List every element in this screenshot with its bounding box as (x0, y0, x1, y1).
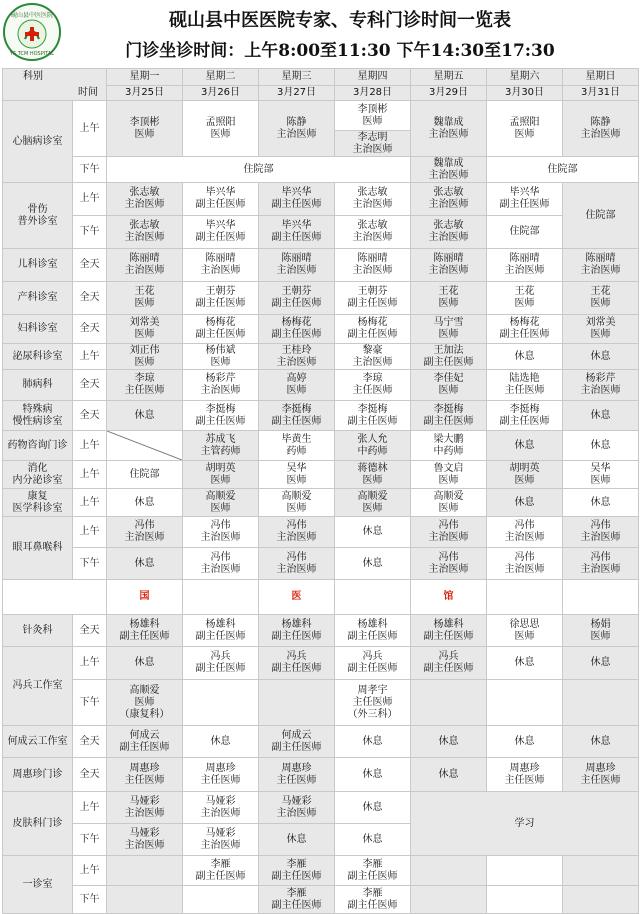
day-header: 星期二 (183, 69, 259, 86)
schedule-cell: 杨伟斌 医师 (183, 344, 259, 370)
dept-zhouhui: 周惠珍门诊 (3, 758, 73, 792)
schedule-cell: 休息 (563, 489, 639, 517)
period-pm: 下午 (73, 157, 107, 183)
schedule-cell: 陈丽晴 主治医师 (183, 249, 259, 282)
schedule-cell: 王花 医师 (411, 282, 487, 315)
schedule-cell: 杨梅花 副主任医师 (183, 315, 259, 344)
schedule-cell: 周惠珍 主任医师 (107, 758, 183, 792)
schedule-cell-empty (411, 856, 487, 886)
schedule-cell: 高婷 医师 (259, 370, 335, 401)
schedule-cell-empty (183, 886, 259, 914)
schedule-cell-inpatient: 住院部 (107, 157, 411, 183)
schedule-table (2, 68, 639, 914)
date-header: 3月26日 (183, 86, 259, 101)
time-label: 时间 (78, 86, 98, 98)
schedule-cell: 李佳妃 医师 (411, 370, 487, 401)
schedule-cell: 休息 (335, 792, 411, 824)
schedule-cell: 吴华 医师 (259, 461, 335, 489)
schedule-cell: 休息 (335, 517, 411, 548)
schedule-cell: 周惠珍 主任医师 (563, 758, 639, 792)
dept-gushang: 骨伤 普外诊室 (3, 183, 73, 249)
schedule-cell: 高顺爱 医师 (183, 489, 259, 517)
dept-fuke: 妇科诊室 (3, 315, 73, 344)
period-am: 上午 (73, 792, 107, 824)
schedule-cell: 王花 医师 (487, 282, 563, 315)
schedule-cell-empty (259, 680, 335, 726)
schedule-cell: 休息 (335, 824, 411, 856)
day-header: 星期三 (259, 69, 335, 86)
date-header: 3月28日 (335, 86, 411, 101)
svg-text:YS TCM HOSPITAL: YS TCM HOSPITAL (9, 51, 55, 57)
date-header: 3月27日 (259, 86, 335, 101)
schedule-cell: 杨梅花 副主任医师 (259, 315, 335, 344)
schedule-cell: 王朝芬 副主任医师 (259, 282, 335, 315)
schedule-cell: 杨雄科 副主任医师 (259, 615, 335, 647)
dept-erke: 儿科诊室 (3, 249, 73, 282)
schedule-cell: 休息 (107, 647, 183, 680)
dept-pifu: 皮肤科门诊 (3, 792, 73, 856)
schedule-cell: 高顺爱 医师 (335, 489, 411, 517)
schedule-cell: 吴华 医师 (563, 461, 639, 489)
schedule-cell: 鲁文启 医师 (411, 461, 487, 489)
logo-text: 砚山县中医医院 (10, 12, 53, 19)
schedule-cell: 杨娟 医师 (563, 615, 639, 647)
banner-spacer (487, 580, 563, 615)
schedule-cell: 张志敏 主治医师 (335, 216, 411, 249)
schedule-cell: 马娅彩 主治医师 (107, 824, 183, 856)
period-all: 全天 (73, 758, 107, 792)
period-pm: 下午 (73, 548, 107, 580)
dept-chanke: 产科诊室 (3, 282, 73, 315)
schedule-cell: 魏靠成 主治医师 (411, 101, 487, 157)
clinic-hours: 门诊坐诊时间：上午8:00至11:30 下午14:30至17:30 (125, 41, 555, 61)
schedule-cell: 休息 (563, 726, 639, 758)
schedule-cell: 毕兴华 副主任医师 (487, 183, 563, 216)
schedule-cell: 休息 (107, 548, 183, 580)
schedule-cell: 毕兴华 副主任医师 (259, 216, 335, 249)
period-am: 上午 (73, 101, 107, 157)
dept-label: 科别 (23, 70, 43, 82)
dept-feibing: 肺病科 (3, 370, 73, 401)
schedule-cell: 马宁雪 医师 (411, 315, 487, 344)
schedule-cell: 休息 (563, 401, 639, 431)
schedule-cell: 休息 (487, 344, 563, 370)
schedule-cell: 休息 (563, 344, 639, 370)
schedule-cell-empty (487, 680, 563, 726)
period-pm: 下午 (73, 886, 107, 914)
schedule-cell: 魏靠成 主治医师 (411, 157, 487, 183)
schedule-cell: 黎豪 主治医师 (335, 344, 411, 370)
schedule-cell-study: 学习 (411, 792, 639, 856)
schedule-cell: 李挺梅 副主任医师 (335, 401, 411, 431)
schedule-cell: 高顺爱 医师 (259, 489, 335, 517)
schedule-cell: 毕兴华 副主任医师 (259, 183, 335, 216)
schedule-cell: 李挺梅 副主任医师 (259, 401, 335, 431)
schedule-cell: 李顶彬 医师 (107, 101, 183, 157)
dept-xiaohua: 消化 内分泌诊室 (3, 461, 73, 489)
schedule-cell: 张志敏 主治医师 (411, 216, 487, 249)
schedule-cell: 杨雄科 副主任医师 (411, 615, 487, 647)
date-header: 3月30日 (487, 86, 563, 101)
schedule-cell: 陈丽晴 主治医师 (487, 249, 563, 282)
dept-teshu: 特殊病 慢性病诊室 (3, 401, 73, 431)
schedule-cell: 李挺梅 副主任医师 (411, 401, 487, 431)
banner-spacer (183, 580, 259, 615)
dept-miniao: 泌尿科诊室 (3, 344, 73, 370)
schedule-cell: 休息 (411, 726, 487, 758)
schedule-cell: 冯伟 主治医师 (107, 517, 183, 548)
schedule-cell: 休息 (411, 758, 487, 792)
guoyi-char-1: 国 (107, 580, 183, 615)
schedule-cell: 孟照阳 医师 (183, 101, 259, 157)
page-title: 砚山县中医医院专家、专科门诊时间一览表 (169, 10, 511, 31)
period-am: 上午 (73, 183, 107, 216)
schedule-cell: 杨雄科 副主任医师 (107, 615, 183, 647)
schedule-cell: 休息 (259, 824, 335, 856)
period-am: 上午 (73, 647, 107, 680)
header (0, 0, 640, 68)
schedule-cell-empty (487, 886, 563, 914)
period-all: 全天 (73, 726, 107, 758)
dept-fengbing: 冯兵工作室 (3, 647, 73, 726)
schedule-cell: 休息 (487, 647, 563, 680)
day-header: 星期日 (563, 69, 639, 86)
schedule-cell: 王加法 副主任医师 (411, 344, 487, 370)
schedule-cell: 毕兴华 副主任医师 (183, 216, 259, 249)
schedule-cell: 杨彩芹 主治医师 (563, 370, 639, 401)
schedule-cell: 休息 (183, 726, 259, 758)
schedule-cell: 杨雄科 副主任医师 (335, 615, 411, 647)
schedule-cell-empty (411, 886, 487, 914)
day-header: 星期一 (107, 69, 183, 86)
schedule-cell: 李挺梅 副主任医师 (487, 401, 563, 431)
schedule-cell-empty (563, 856, 639, 886)
schedule-cell: 冯伟 主治医师 (411, 548, 487, 580)
schedule-cell: 冯兵 副主任医师 (259, 647, 335, 680)
schedule-cell: 马娅彩 主治医师 (183, 792, 259, 824)
schedule-cell: 徐思思 医师 (487, 615, 563, 647)
banner-spacer (335, 580, 411, 615)
schedule-cell: 马娅彩 主治医师 (259, 792, 335, 824)
schedule-cell: 杨梅花 副主任医师 (335, 315, 411, 344)
schedule-cell: 何成云 副主任医师 (107, 726, 183, 758)
date-header: 3月25日 (107, 86, 183, 101)
schedule-cell: 冯伟 主治医师 (487, 548, 563, 580)
schedule-cell: 何成云 副主任医师 (259, 726, 335, 758)
day-header: 星期六 (487, 69, 563, 86)
period-am: 上午 (73, 489, 107, 517)
schedule-cell: 冯伟 主治医师 (259, 548, 335, 580)
dept-yizhen: 一诊室 (3, 856, 73, 914)
dept-zhenjiu: 针灸科 (3, 615, 73, 647)
schedule-cell: 冯伟 主治医师 (563, 517, 639, 548)
schedule-cell: 李挺梅 副主任医师 (183, 401, 259, 431)
schedule-cell: 王花 医师 (107, 282, 183, 315)
schedule-cell: 陈静 主治医师 (259, 101, 335, 157)
dept-xinnao: 心脑病诊室 (3, 101, 73, 183)
schedule-cell: 杨彩芹 主治医师 (183, 370, 259, 401)
dept-yanerbi: 眼耳鼻喉科 (3, 517, 73, 580)
schedule-cell-empty (411, 680, 487, 726)
schedule-cell: 王花 医师 (563, 282, 639, 315)
schedule-cell-inpatient: 住院部 (107, 461, 183, 489)
schedule-cell: 蒋德林 医师 (335, 461, 411, 489)
schedule-cell: 李雁 副主任医师 (259, 886, 335, 914)
schedule-cell: 休息 (487, 431, 563, 461)
schedule-cell: 冯伟 主治医师 (183, 517, 259, 548)
schedule-cell-empty (183, 680, 259, 726)
banner-spacer (3, 580, 107, 615)
schedule-cell: 休息 (335, 548, 411, 580)
schedule-cell: 高顺爱 医师 （康复科） (107, 680, 183, 726)
schedule-cell: 刘正伟 医师 (107, 344, 183, 370)
date-header: 3月31日 (563, 86, 639, 101)
schedule-cell: 冯伟 主治医师 (259, 517, 335, 548)
schedule-cell: 陈丽晴 主治医师 (107, 249, 183, 282)
schedule-cell: 杨雄科 副主任医师 (183, 615, 259, 647)
schedule-cell: 张志敏 主治医师 (335, 183, 411, 216)
schedule-cell: 李雁 副主任医师 (259, 856, 335, 886)
schedule-cell-inpatient: 住院部 (487, 216, 563, 249)
schedule-cell-empty (563, 886, 639, 914)
schedule-cell: 杨梅花 副主任医师 (487, 315, 563, 344)
date-header: 3月29日 (411, 86, 487, 101)
schedule-cell: 冯伟 主治医师 (183, 548, 259, 580)
schedule-cell: 胡明英 医师 (487, 461, 563, 489)
period-am: 上午 (73, 517, 107, 548)
schedule-cell-empty (487, 856, 563, 886)
schedule-cell: 冯兵 副主任医师 (335, 647, 411, 680)
schedule-cell: 刘常美 医师 (107, 315, 183, 344)
dept-yaowu: 药物咨询门诊 (3, 431, 73, 461)
schedule-cell: 冯伟 主治医师 (563, 548, 639, 580)
schedule-cell: 李雁 副主任医师 (183, 856, 259, 886)
schedule-cell: 休息 (107, 401, 183, 431)
corner-cell (3, 69, 107, 101)
schedule-cell: 冯兵 副主任医师 (183, 647, 259, 680)
dept-kangfu: 康复 医学科诊室 (3, 489, 73, 517)
schedule-cell: 李雁 副主任医师 (335, 886, 411, 914)
schedule-cell: 李雁 副主任医师 (335, 856, 411, 886)
guoyi-char-3: 馆 (411, 580, 487, 615)
schedule-cell-empty (563, 680, 639, 726)
schedule-cell: 周惠珍 主任医师 (183, 758, 259, 792)
schedule-cell: 周惠珍 主任医师 (487, 758, 563, 792)
schedule-cell: 李琼 主任医师 (335, 370, 411, 401)
schedule-cell: 休息 (487, 489, 563, 517)
schedule-cell: 李志明 主治医师 (335, 131, 411, 157)
schedule-cell: 陈丽晴 主治医师 (335, 249, 411, 282)
schedule-cell: 休息 (107, 489, 183, 517)
schedule-cell: 休息 (487, 726, 563, 758)
schedule-cell: 冯伟 主治医师 (487, 517, 563, 548)
schedule-cell: 陈丽晴 主治医师 (259, 249, 335, 282)
schedule-cell: 陈丽晴 主治医师 (563, 249, 639, 282)
schedule-cell: 张人允 中药师 (335, 431, 411, 461)
schedule-cell: 孟照阳 医师 (487, 101, 563, 157)
schedule-cell: 胡明英 医师 (183, 461, 259, 489)
schedule-cell: 休息 (563, 647, 639, 680)
period-all: 全天 (73, 401, 107, 431)
day-header: 星期五 (411, 69, 487, 86)
schedule-cell: 马娅彩 主治医师 (107, 792, 183, 824)
schedule-cell: 刘常美 医师 (563, 315, 639, 344)
schedule-cell-empty (107, 856, 183, 886)
schedule-cell: 冯兵 副主任医师 (411, 647, 487, 680)
schedule-cell: 张志敏 主治医师 (107, 216, 183, 249)
schedule-cell-inpatient: 住院部 (563, 183, 639, 249)
period-all: 全天 (73, 615, 107, 647)
schedule-cell: 苏成飞 主管药师 (183, 431, 259, 461)
period-pm: 下午 (73, 824, 107, 856)
schedule-cell: 张志敏 主治医师 (411, 183, 487, 216)
schedule-cell-empty (107, 886, 183, 914)
banner-spacer (563, 580, 639, 615)
period-am: 上午 (73, 856, 107, 886)
schedule-cell: 周孝宇 主任医师 （外三科） (335, 680, 411, 726)
schedule-cell: 毕黄生 药师 (259, 431, 335, 461)
period-all: 全天 (73, 282, 107, 315)
schedule-cell: 毕兴华 副主任医师 (183, 183, 259, 216)
schedule-cell: 高顺爱 医师 (411, 489, 487, 517)
period-all: 全天 (73, 370, 107, 401)
schedule-cell: 陆选艳 主任医师 (487, 370, 563, 401)
schedule-cell: 王桂玲 主治医师 (259, 344, 335, 370)
schedule-cell: 李顶彬 医师 (335, 101, 411, 131)
period-pm: 下午 (73, 680, 107, 726)
schedule-cell: 李琼 主任医师 (107, 370, 183, 401)
schedule-cell: 张志敏 主治医师 (107, 183, 183, 216)
schedule-cell-inpatient: 住院部 (487, 157, 639, 183)
schedule-cell: 陈丽晴 主治医师 (411, 249, 487, 282)
schedule-cell: 陈静 主治医师 (563, 101, 639, 157)
schedule-cell: 休息 (335, 758, 411, 792)
period-am: 上午 (73, 344, 107, 370)
period-pm: 下午 (73, 216, 107, 249)
hospital-logo (3, 3, 61, 61)
period-am: 上午 (73, 431, 107, 461)
empty-diagonal-cell (107, 431, 183, 461)
period-all: 全天 (73, 315, 107, 344)
schedule-cell: 梁大鹏 中药师 (411, 431, 487, 461)
schedule-cell: 马娅彩 主治医师 (183, 824, 259, 856)
period-all: 全天 (73, 249, 107, 282)
schedule-cell: 周惠珍 主任医师 (259, 758, 335, 792)
schedule-cell: 王朝芬 副主任医师 (183, 282, 259, 315)
day-header: 星期四 (335, 69, 411, 86)
period-am: 上午 (73, 461, 107, 489)
dept-heyun: 何成云工作室 (3, 726, 73, 758)
schedule-cell: 休息 (335, 726, 411, 758)
schedule-cell: 休息 (563, 431, 639, 461)
guoyi-char-2: 医 (259, 580, 335, 615)
diagonal-line-icon (107, 431, 182, 460)
schedule-cell: 冯伟 主治医师 (411, 517, 487, 548)
schedule-cell: 王朝芬 副主任医师 (335, 282, 411, 315)
